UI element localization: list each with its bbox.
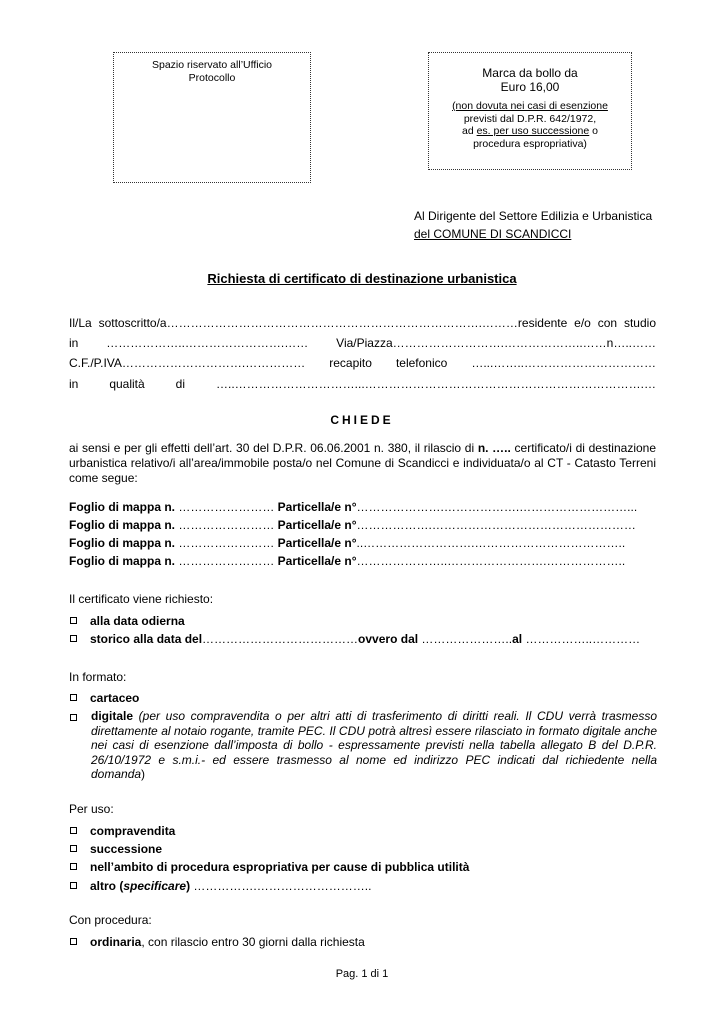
- foglio-label: Foglio di mappa n.: [69, 500, 175, 514]
- al-label: al: [512, 632, 523, 646]
- option-historical-date[interactable]: [69, 632, 640, 646]
- checkbox-icon[interactable]: [70, 938, 77, 945]
- request-copies-count[interactable]: n. …..: [477, 441, 511, 455]
- foglio-field[interactable]: ……………………: [175, 500, 278, 514]
- protocol-box-line1: Spazio riservato all’Ufficio: [151, 59, 273, 71]
- request-heading: CHIEDE: [330, 413, 394, 427]
- digital-format-label: digitale: [91, 709, 134, 723]
- procedure-intro: Con procedura:: [69, 913, 152, 927]
- date-from-field[interactable]: …………………..: [418, 632, 513, 646]
- certificate-date-intro: Il certificato viene richiesto:: [69, 592, 214, 606]
- applicant-role-line[interactable]: in qualità di …..…………………………...…………………………………………………………….…: [69, 377, 656, 391]
- other-use-label: altro (: [90, 879, 124, 893]
- stamp-note3-underlined: es. per uso successione: [476, 125, 590, 137]
- other-use-specify: specificare: [123, 879, 187, 893]
- applicant-name-line[interactable]: Il/La sottoscritto/a…………………………………………………………………….………residente e/o con studio: [69, 316, 656, 330]
- ovvero-dal-label: ovvero dal: [358, 632, 419, 646]
- stamp-note3: [429, 125, 631, 138]
- digital-format-note: (per uso compravendita o per altri atti di trasferimento di diritti reali. Il CDU verrà trasmesso direttamente al notaio rogante, tramite PEC. Il CDU potrà altresì essere rilasciato in formato digitale anche nei casi di esenzione dall’imposta di bollo - espressamente previsti nella tabella allegato B del D.P.R. 26/10/1972 e s.m.i.- ed essere trasmesso al nome ed indirizzo PEC indicati dal richiedente nella domanda: [91, 709, 657, 781]
- parcel-row[interactable]: [69, 500, 637, 514]
- digital-format-close: ): [141, 767, 146, 781]
- stamp-line1: Marca da bollo da: [482, 66, 578, 80]
- succession-label: successione: [90, 842, 163, 856]
- particella-label: Particella/e n°: [277, 500, 357, 514]
- particella-label: Particella/e n°: [277, 536, 357, 550]
- option-sale[interactable]: [69, 824, 175, 838]
- addressee-line1: Al Dirigente del Settore Edilizia e Urbanistica: [414, 209, 653, 223]
- checkbox-icon[interactable]: [70, 827, 77, 834]
- option-paper-format[interactable]: [69, 691, 139, 705]
- option-succession[interactable]: [69, 842, 162, 856]
- foglio-label: Foglio di mappa n.: [69, 536, 175, 550]
- format-intro: In formato:: [69, 670, 127, 684]
- revenue-stamp-box: [428, 52, 632, 170]
- expropriation-label: nell’ambito di procedura espropriativa per cause di pubblica utilità: [90, 860, 470, 874]
- option-other-use[interactable]: [69, 879, 371, 893]
- stamp-note: [429, 100, 631, 150]
- checkbox-icon[interactable]: [70, 882, 77, 889]
- checkbox-icon[interactable]: [70, 863, 77, 870]
- sale-label: compravendita: [90, 824, 176, 838]
- ordinary-procedure-text: , con rilascio entro 30 giorni dalla richiesta: [141, 935, 365, 949]
- addressee-block: [414, 207, 652, 243]
- option-current-date[interactable]: [69, 614, 185, 628]
- page-number: Pag. 1 di 1: [335, 968, 389, 980]
- particella-field[interactable]: ………………….……………….………………………...: [356, 500, 638, 514]
- date-to-field[interactable]: ……………..…………: [522, 632, 641, 646]
- paper-format-label: cartaceo: [90, 691, 140, 705]
- applicant-address-line[interactable]: in ………………..…………………….…… Via/Piazza……………………….………………..……n…..……: [69, 336, 656, 350]
- foglio-field[interactable]: ……………………: [175, 536, 278, 550]
- parcel-row[interactable]: [69, 536, 625, 550]
- addressee-line2: del COMUNE DI SCANDICCI: [414, 227, 572, 241]
- checkbox-icon[interactable]: [70, 694, 77, 701]
- parcel-row[interactable]: [69, 554, 625, 568]
- digital-format-text: [91, 709, 657, 782]
- other-use-field[interactable]: …………….………………………..: [190, 879, 372, 893]
- particella-field[interactable]: ……………….……………………………………………: [356, 518, 636, 532]
- foglio-label: Foglio di mappa n.: [69, 518, 175, 532]
- particella-label: Particella/e n°: [277, 518, 357, 532]
- checkbox-icon[interactable]: [70, 635, 77, 642]
- historical-date-label: storico alla data del: [90, 632, 203, 646]
- option-ordinary-procedure[interactable]: [69, 935, 365, 949]
- stamp-note3-pre: ad: [461, 125, 477, 137]
- option-digital-format[interactable]: [69, 709, 657, 782]
- particella-label: Particella/e n°: [277, 554, 357, 568]
- particella-field[interactable]: …………………..…………………….………………..: [356, 554, 626, 568]
- request-paragraph: [69, 441, 656, 486]
- request-text-c: certificato/i di destinazione urbanistica relativo/i all’area/immobile posta/o nel Comune di Scandicci e individuata/o al CT - Catasto Terreni come segue:: [69, 441, 657, 485]
- usage-intro: Per uso:: [69, 802, 114, 816]
- stamp-line2: Euro 16,00: [500, 80, 560, 94]
- stamp-note3-post: o: [589, 125, 599, 137]
- checkbox-icon[interactable]: [70, 845, 77, 852]
- historical-date-field[interactable]: …………………………………: [202, 632, 359, 646]
- option-expropriation[interactable]: [69, 860, 469, 874]
- parcel-row[interactable]: [69, 518, 636, 532]
- foglio-field[interactable]: ……………………: [175, 554, 278, 568]
- stamp-note2: previsti dal D.P.R. 642/1972,: [463, 112, 597, 125]
- foglio-field[interactable]: ……………………: [175, 518, 278, 532]
- ordinary-procedure-label: ordinaria: [90, 935, 142, 949]
- applicant-taxcode-phone-line[interactable]: C.F./P.IVA………………………….…………… recapito telefonico …...……..……………………………: [69, 356, 656, 370]
- protocol-box-line2: Protocollo: [188, 72, 236, 84]
- document-title: Richiesta di certificato di destinazione urbanistica: [207, 271, 517, 286]
- option-current-date-label: alla data odierna: [90, 614, 185, 628]
- protocol-office-box: [113, 52, 311, 183]
- foglio-label: Foglio di mappa n.: [69, 554, 175, 568]
- request-text-a: ai sensi e per gli effetti dell’art. 30 del D.P.R. 06.06.2001 n. 380, il rilascio di: [69, 441, 478, 455]
- stamp-note1: (non dovuta nei casi di esenzione: [452, 100, 608, 112]
- stamp-note4: procedura espropriativa): [473, 137, 587, 150]
- checkbox-icon[interactable]: [70, 617, 77, 624]
- other-use-close: ): [186, 879, 191, 893]
- particella-field[interactable]: ..……………………….………………………………..: [356, 536, 626, 550]
- checkbox-icon[interactable]: [70, 714, 77, 721]
